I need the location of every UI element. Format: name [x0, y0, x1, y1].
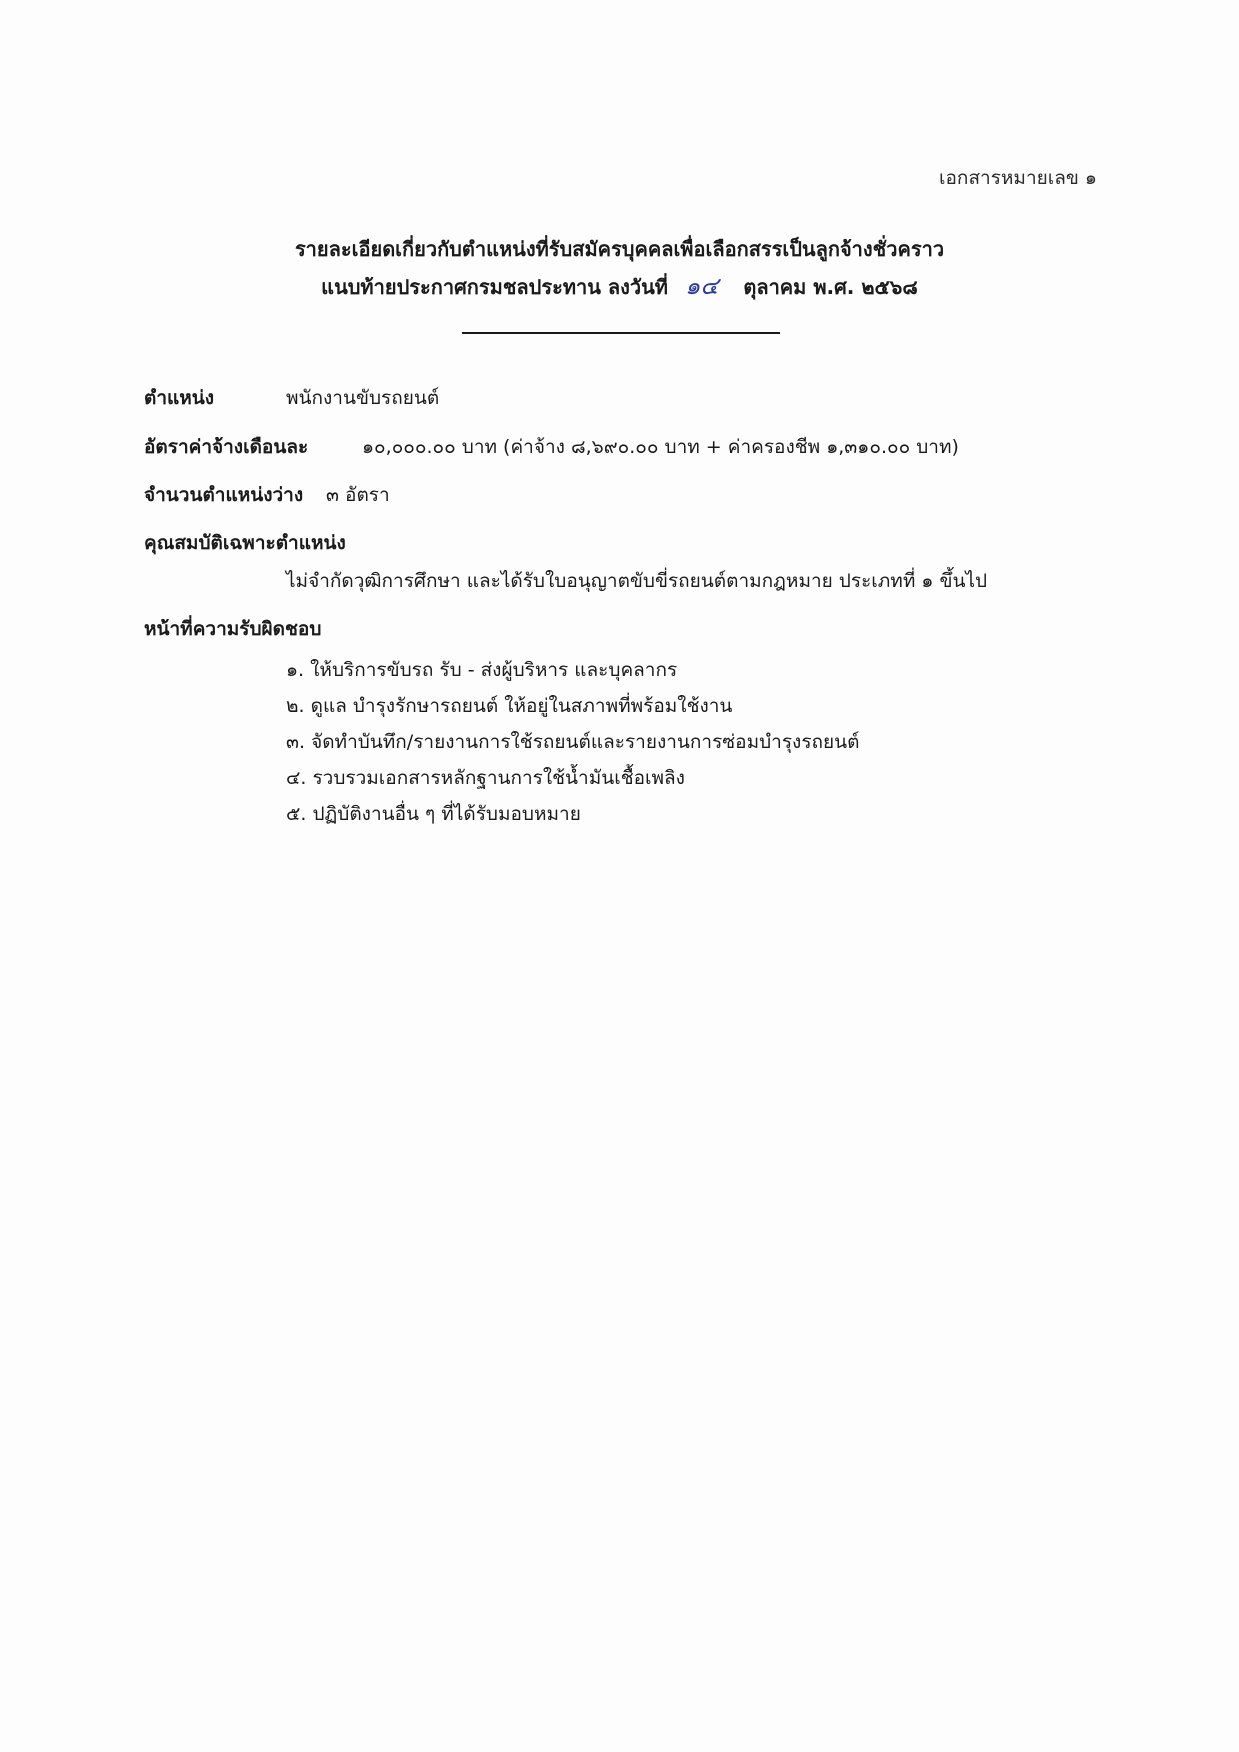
duty-item: ๓. จัดทำบันทึก/รายงานการใช้รถยนต์และรายงานการซ่อมบำรุงรถยนต์ — [286, 731, 860, 753]
handwritten-day: ๑๔ — [684, 272, 719, 300]
salary-row — [144, 432, 959, 462]
document-title — [0, 232, 1239, 307]
salary-value: ๑๐,๐๐๐.๐๐ บาท (ค่าจ้าง ๘,๖๙๐.๐๐ บาท + ค่าครองชีพ ๑,๓๑๐.๐๐ บาท) — [362, 436, 959, 458]
duties-heading — [144, 614, 321, 644]
position-value: พนักงานขับรถยนต์ — [286, 387, 440, 409]
vacancy-row — [144, 480, 390, 510]
title-line-2-suffix: ตุลาคม พ.ศ. ๒๕๖๘ — [743, 275, 918, 299]
duty-item: ๒. ดูแล บำรุงรักษารถยนต์ ให้อยู่ในสภาพที่พร้อมใช้งาน — [286, 695, 733, 717]
vacancy-value: ๓ อัตรา — [326, 484, 390, 506]
position-label: ตำแหน่ง — [144, 387, 215, 409]
title-underline — [462, 332, 780, 334]
vacancy-label: จำนวนตำแหน่งว่าง — [144, 484, 304, 506]
duty-item: ๔. รวบรวมเอกสารหลักฐานการใช้น้ำมันเชื้อเพลิง — [286, 767, 685, 789]
duty-item: ๑. ให้บริการขับรถ รับ - ส่งผู้บริหาร และบุคลากร — [286, 659, 678, 681]
title-line-2 — [0, 266, 1239, 307]
salary-label: อัตราค่าจ้างเดือนละ — [144, 436, 309, 458]
document-number: เอกสารหมายเลข ๑ — [939, 167, 1097, 189]
duties-label: หน้าที่ความรับผิดชอบ — [144, 618, 322, 640]
qualifications-label: คุณสมบัติเฉพาะตำแหน่ง — [144, 532, 346, 554]
title-line-2-prefix: แนบท้ายประกาศกรมชลประทาน ลงวันที่ — [321, 275, 668, 299]
qualifications-heading — [144, 528, 346, 558]
duty-item: ๕. ปฏิบัติงานอื่น ๆ ที่ได้รับมอบหมาย — [286, 803, 581, 825]
duties-list — [286, 652, 860, 832]
title-line-1: รายละเอียดเกี่ยวกับตำแหน่งที่รับสมัครบุคคลเพื่อเลือกสรรเป็นลูกจ้างชั่วคราว — [294, 237, 945, 261]
qualifications-text: ไม่จำกัดวุฒิการศึกษา และได้รับใบอนุญาตขับขี่รถยนต์ตามกฎหมาย ประเภทที่ ๑ ขึ้นไป — [286, 570, 988, 592]
position-row — [144, 383, 439, 413]
